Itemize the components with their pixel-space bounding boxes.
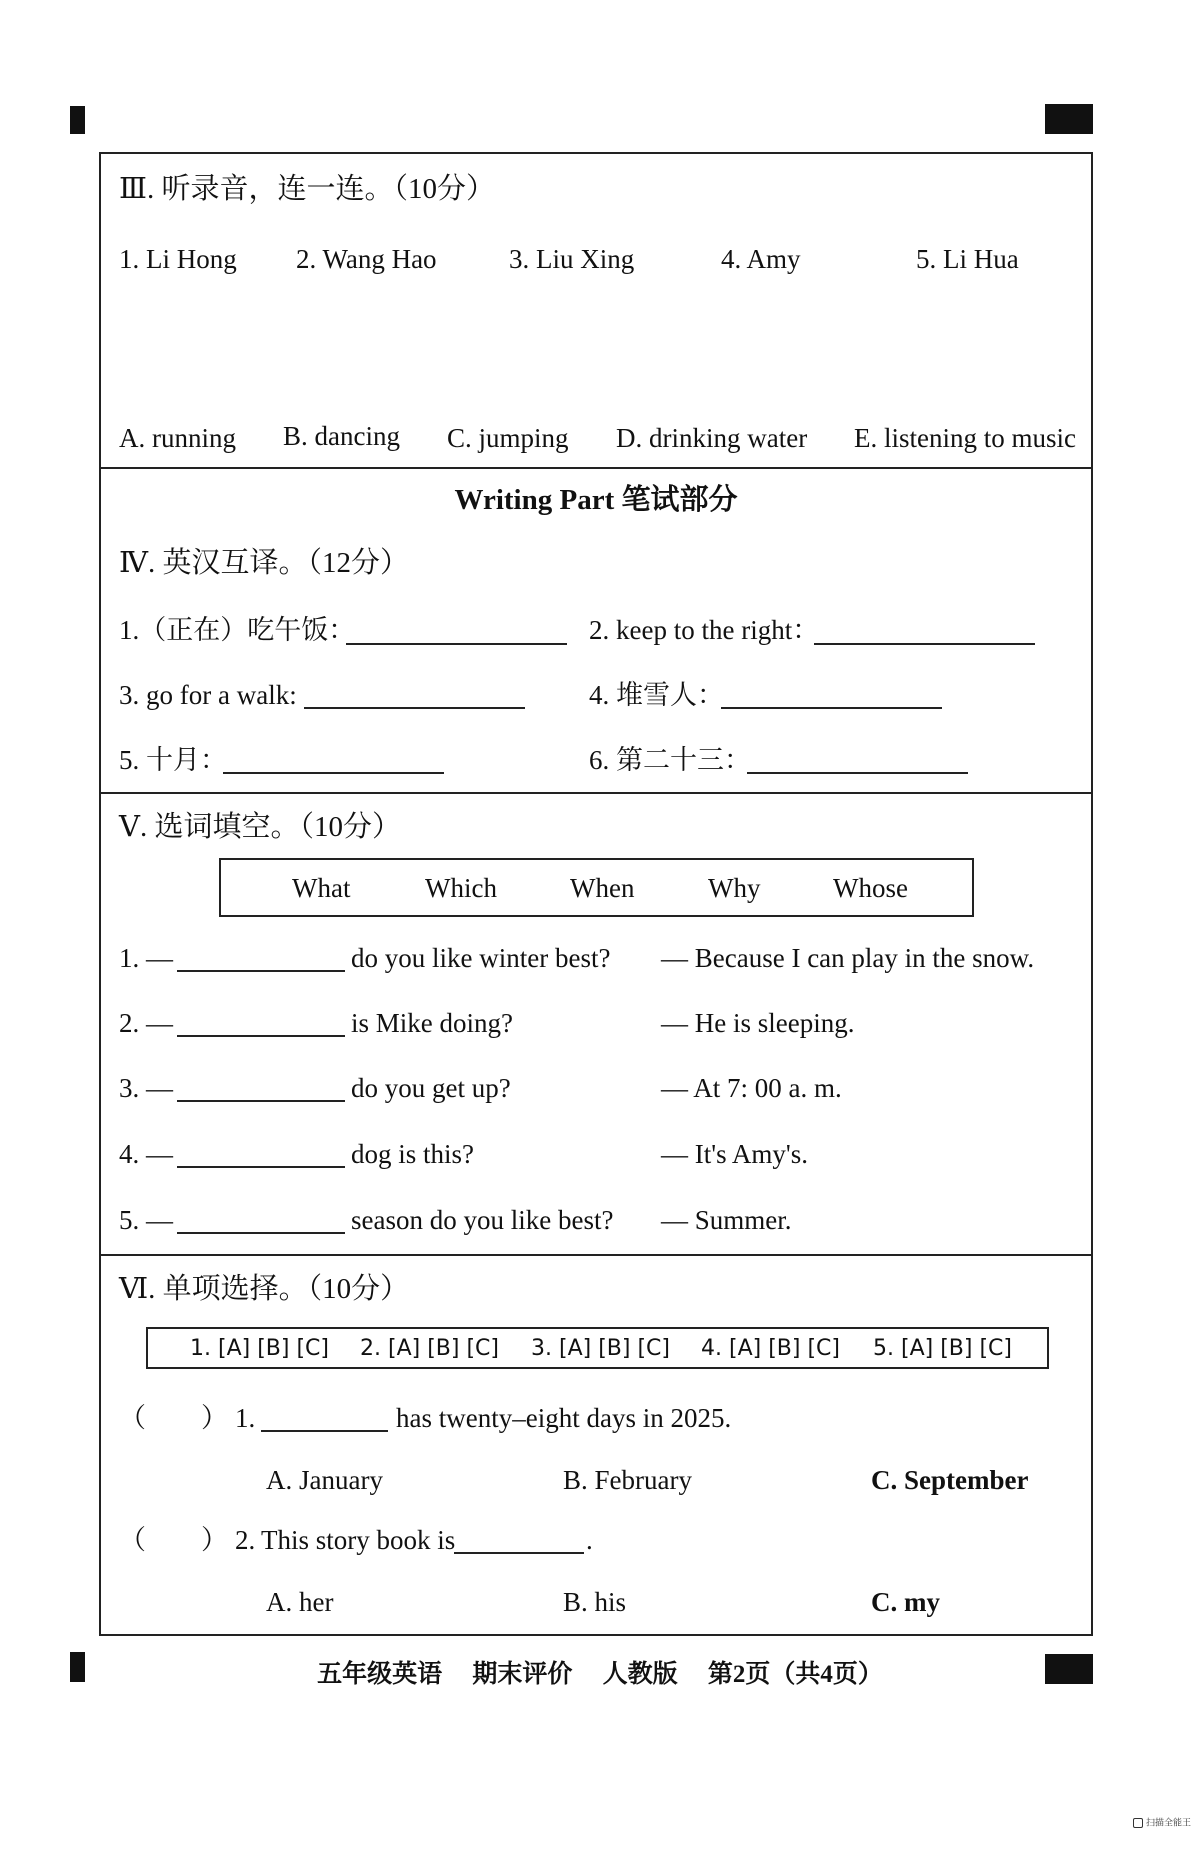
word-bank-box — [219, 858, 974, 917]
choice-option-c[interactable]: C. my — [871, 1587, 940, 1617]
choice-option-a[interactable]: A. her — [266, 1587, 334, 1617]
fill-item-number: 3. — — [119, 1073, 173, 1103]
activity-jumping: C. jumping — [447, 423, 569, 453]
answer-blank[interactable] — [814, 643, 1035, 645]
fill-item-number: 5. — — [119, 1205, 173, 1235]
footer-edition: 人教版 — [602, 1661, 678, 1688]
activity-drinking-water: D. drinking water — [616, 423, 808, 453]
fill-answer: — He is sleeping. — [661, 1008, 855, 1038]
answer-sheet-q2[interactable]: 2. [A] [B] [C] — [360, 1336, 499, 1361]
activity-listening-to-music: E. listening to music — [854, 423, 1076, 453]
scanner-watermark — [1133, 1818, 1191, 1829]
fill-question: season do you like best? — [351, 1205, 614, 1235]
name-li-hong: 1. Li Hong — [119, 244, 237, 274]
footer-grade: 五年级英语 — [317, 1661, 443, 1688]
translate-item-4: 4. 堆雪人： — [589, 680, 724, 710]
fill-question: dog is this? — [351, 1139, 475, 1169]
choice-question-stem-end: . — [586, 1525, 593, 1555]
scanner-app-icon — [1133, 1818, 1143, 1828]
activity-dancing: B. dancing — [283, 421, 400, 451]
choice-paren-open: （ — [119, 1525, 146, 1555]
fill-question: is Mike doing? — [351, 1008, 513, 1038]
choice-blank[interactable] — [454, 1552, 584, 1554]
name-amy: 4. Amy — [721, 244, 801, 274]
choice-option-c[interactable]: C. September — [871, 1465, 1029, 1495]
translate-item-2: 2. keep to the right： — [589, 615, 820, 645]
fill-answer: — It's Amy's. — [661, 1139, 808, 1169]
section6-heading: Ⅵ. 单项选择。（10分） — [119, 1273, 410, 1305]
fill-answer: — Summer. — [661, 1205, 792, 1235]
answer-blank[interactable] — [346, 643, 567, 645]
word-why: Why — [708, 873, 761, 903]
section3-heading: Ⅲ. 听录音，连一连。（10分） — [119, 173, 495, 205]
answer-sheet-q5[interactable]: 5. [A] [B] [C] — [873, 1336, 1012, 1361]
answer-blank[interactable] — [747, 772, 968, 774]
choice-paren-open: （ — [119, 1403, 146, 1433]
section-divider — [101, 1254, 1091, 1256]
answer-blank[interactable] — [721, 707, 942, 709]
footer-exam: 期末评价 — [472, 1661, 573, 1688]
word-when: When — [570, 873, 635, 903]
choice-option-b[interactable]: B. February — [563, 1465, 692, 1495]
fill-blank[interactable] — [177, 1035, 345, 1037]
name-liu-xing: 3. Liu Xing — [509, 244, 635, 274]
translate-item-3: 3. go for a walk: — [119, 680, 297, 710]
registration-mark-top-left — [70, 106, 85, 134]
fill-question: do you like winter best? — [351, 943, 611, 973]
answer-blank[interactable] — [304, 707, 525, 709]
translate-item-1: 1.（正在）吃午饭： — [119, 615, 356, 645]
choice-option-b[interactable]: B. his — [563, 1587, 627, 1617]
translate-item-5: 5. 十月： — [119, 745, 227, 775]
section4-heading: Ⅳ. 英汉互译。（12分） — [119, 547, 409, 579]
section-divider — [101, 792, 1091, 794]
section5-heading: Ⅴ. 选词填空。（10分） — [119, 811, 401, 843]
section-divider — [101, 467, 1091, 469]
fill-blank[interactable] — [177, 1100, 345, 1102]
fill-question: do you get up? — [351, 1073, 511, 1103]
choice-question-number: 1. — [235, 1403, 256, 1433]
word-whose: Whose — [833, 873, 908, 903]
fill-item-number: 4. — — [119, 1139, 173, 1169]
fill-blank[interactable] — [177, 1232, 345, 1234]
fill-blank[interactable] — [177, 1166, 345, 1168]
answer-sheet-q1[interactable]: 1. [A] [B] [C] — [190, 1336, 329, 1361]
word-which: Which — [425, 873, 497, 903]
choice-question-number: 2. — [235, 1525, 256, 1555]
answer-blank[interactable] — [223, 772, 444, 774]
answer-sheet-box — [146, 1327, 1049, 1369]
footer-page: 第2页（共4页） — [707, 1661, 883, 1688]
writing-part-title: Writing Part 笔试部分 — [454, 484, 738, 516]
activity-running: A. running — [119, 423, 236, 453]
fill-item-number: 1. — — [119, 943, 173, 973]
choice-option-a[interactable]: A. January — [266, 1465, 383, 1495]
exam-frame — [99, 152, 1093, 1636]
choice-blank[interactable] — [261, 1430, 388, 1432]
fill-answer: — Because I can play in the snow. — [661, 943, 1035, 973]
choice-question-stem: This story book is — [261, 1525, 456, 1555]
answer-sheet-q3[interactable]: 3. [A] [B] [C] — [531, 1336, 670, 1361]
translate-item-6: 6. 第二十三： — [589, 745, 751, 775]
choice-question-stem: has twenty–eight days in 2025. — [396, 1403, 732, 1433]
answer-sheet-q4[interactable]: 4. [A] [B] [C] — [701, 1336, 840, 1361]
fill-answer: — At 7: 00 a. m. — [661, 1073, 842, 1103]
fill-blank[interactable] — [177, 970, 345, 972]
name-li-hua: 5. Li Hua — [916, 244, 1019, 274]
word-what: What — [292, 873, 351, 903]
fill-item-number: 2. — — [119, 1008, 173, 1038]
registration-mark-top-right — [1045, 104, 1093, 134]
choice-paren-close: ） — [201, 1525, 228, 1555]
name-wang-hao: 2. Wang Hao — [296, 244, 437, 274]
choice-paren-close: ） — [201, 1403, 228, 1433]
page-footer — [0, 1660, 1200, 1690]
watermark-text: 扫描全能王 — [1146, 1818, 1192, 1829]
